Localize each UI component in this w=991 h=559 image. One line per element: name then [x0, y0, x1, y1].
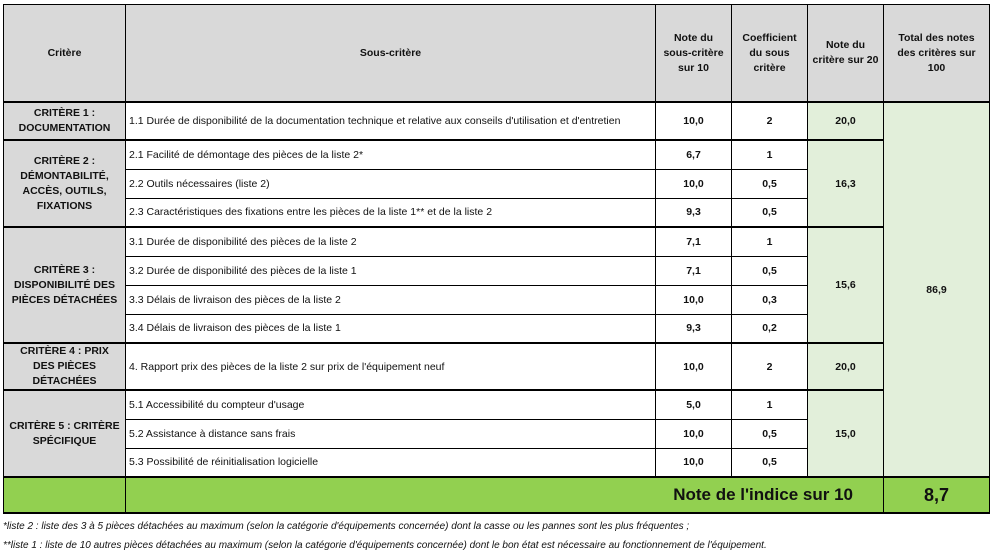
footnote-liste-1: **liste 1 : liste de 10 autres pièces détachées au maximum (selon la catégorie d'équipements concernée) dont le bon état est nécessaire au fonctionnement de l'équipement.: [3, 540, 767, 551]
sous-critere-coef: 0,5: [732, 448, 808, 477]
sous-critere-note: 7,1: [656, 227, 732, 256]
sous-critere-label: 1.1 Durée de disponibilité de la documentation technique et relative aux conseils d'utilisation et d'entretien: [126, 102, 656, 140]
critere-2-label: CRITÈRE 2 : DÉMONTABILITÉ, ACCÈS, OUTILS, FIXATIONS: [4, 140, 126, 227]
sous-critere-note: 7,1: [656, 256, 732, 285]
critere-5-note: 15,0: [808, 390, 884, 477]
sous-critere-note: 10,0: [656, 102, 732, 140]
header-note-critere: Note du critère sur 20: [808, 5, 884, 103]
table-row: [4, 390, 990, 419]
sous-critere-label: 2.2 Outils nécessaires (liste 2): [126, 169, 656, 198]
sous-critere-coef: 0,3: [732, 285, 808, 314]
sous-critere-note: 10,0: [656, 343, 732, 390]
critere-1-note: 20,0: [808, 102, 884, 140]
sous-critere-label: 5.3 Possibilité de réinitialisation logicielle: [126, 448, 656, 477]
header-sous-critere: Sous-critère: [126, 5, 656, 103]
sous-critere-note: 5,0: [656, 390, 732, 419]
sous-critere-coef: 1: [732, 140, 808, 169]
sous-critere-label: 5.1 Accessibilité du compteur d'usage: [126, 390, 656, 419]
header-critere: Critère: [4, 5, 126, 103]
sous-critere-coef: 0,5: [732, 256, 808, 285]
sous-critere-coef: 1: [732, 390, 808, 419]
sous-critere-label: 3.1 Durée de disponibilité des pièces de la liste 2: [126, 227, 656, 256]
footnote-liste-2: *liste 2 : liste des 3 à 5 pièces détachées au maximum (selon la catégorie d'équipements concernée) dont la casse ou les pannes sont les plus fréquentes ;: [3, 521, 690, 532]
sous-critere-note: 9,3: [656, 314, 732, 343]
sous-critere-note: 10,0: [656, 419, 732, 448]
table-row: [4, 227, 990, 256]
critere-4-label: CRITÈRE 4 : PRIX DES PIÈCES DÉTACHÉES: [4, 343, 126, 390]
total-notes: 86,9: [884, 102, 990, 477]
header-row: [4, 5, 990, 103]
sous-critere-label: 2.1 Facilité de démontage des pièces de la liste 2*: [126, 140, 656, 169]
sous-critere-label: 3.4 Délais de livraison des pièces de la liste 1: [126, 314, 656, 343]
repairability-table-container: [3, 4, 990, 514]
sous-critere-note: 10,0: [656, 285, 732, 314]
sous-critere-note: 10,0: [656, 169, 732, 198]
critere-4-note: 20,0: [808, 343, 884, 390]
repairability-table: [3, 4, 990, 514]
critere-3-label: CRITÈRE 3 : DISPONIBILITÉ DES PIÈCES DÉTACHÉES: [4, 227, 126, 343]
sous-critere-coef: 0,2: [732, 314, 808, 343]
sous-critere-label: 3.2 Durée de disponibilité des pièces de la liste 1: [126, 256, 656, 285]
critere-2-note: 16,3: [808, 140, 884, 227]
sous-critere-note: 10,0: [656, 448, 732, 477]
sous-critere-label: 2.3 Caractéristiques des fixations entre les pièces de la liste 1** et de la liste 2: [126, 198, 656, 227]
table-row: [4, 343, 990, 390]
sous-critere-coef: 0,5: [732, 198, 808, 227]
sous-critere-label: 5.2 Assistance à distance sans frais: [126, 419, 656, 448]
critere-1-label: CRITÈRE 1 : DOCUMENTATION: [4, 102, 126, 140]
footnotes: [3, 517, 767, 555]
table-row: [4, 140, 990, 169]
footer-value: 8,7: [884, 477, 990, 513]
footer-row: [4, 477, 990, 513]
sous-critere-note: 6,7: [656, 140, 732, 169]
sous-critere-coef: 2: [732, 102, 808, 140]
header-coefficient: Coefficient du sous critère: [732, 5, 808, 103]
sous-critere-label: 4. Rapport prix des pièces de la liste 2 sur prix de l'équipement neuf: [126, 343, 656, 390]
header-note-sous-critere: Note du sous-critère sur 10: [656, 5, 732, 103]
table-row: [4, 102, 990, 140]
critere-5-label: CRITÈRE 5 : CRITÈRE SPÉCIFIQUE: [4, 390, 126, 477]
sous-critere-label: 3.3 Délais de livraison des pièces de la liste 2: [126, 285, 656, 314]
sous-critere-coef: 1: [732, 227, 808, 256]
footer-label: Note de l'indice sur 10: [126, 477, 884, 513]
sous-critere-note: 9,3: [656, 198, 732, 227]
critere-3-note: 15,6: [808, 227, 884, 343]
footer-spacer: [4, 477, 126, 513]
header-total: Total des notes des critères sur 100: [884, 5, 990, 103]
sous-critere-coef: 0,5: [732, 419, 808, 448]
sous-critere-coef: 0,5: [732, 169, 808, 198]
sous-critere-coef: 2: [732, 343, 808, 390]
